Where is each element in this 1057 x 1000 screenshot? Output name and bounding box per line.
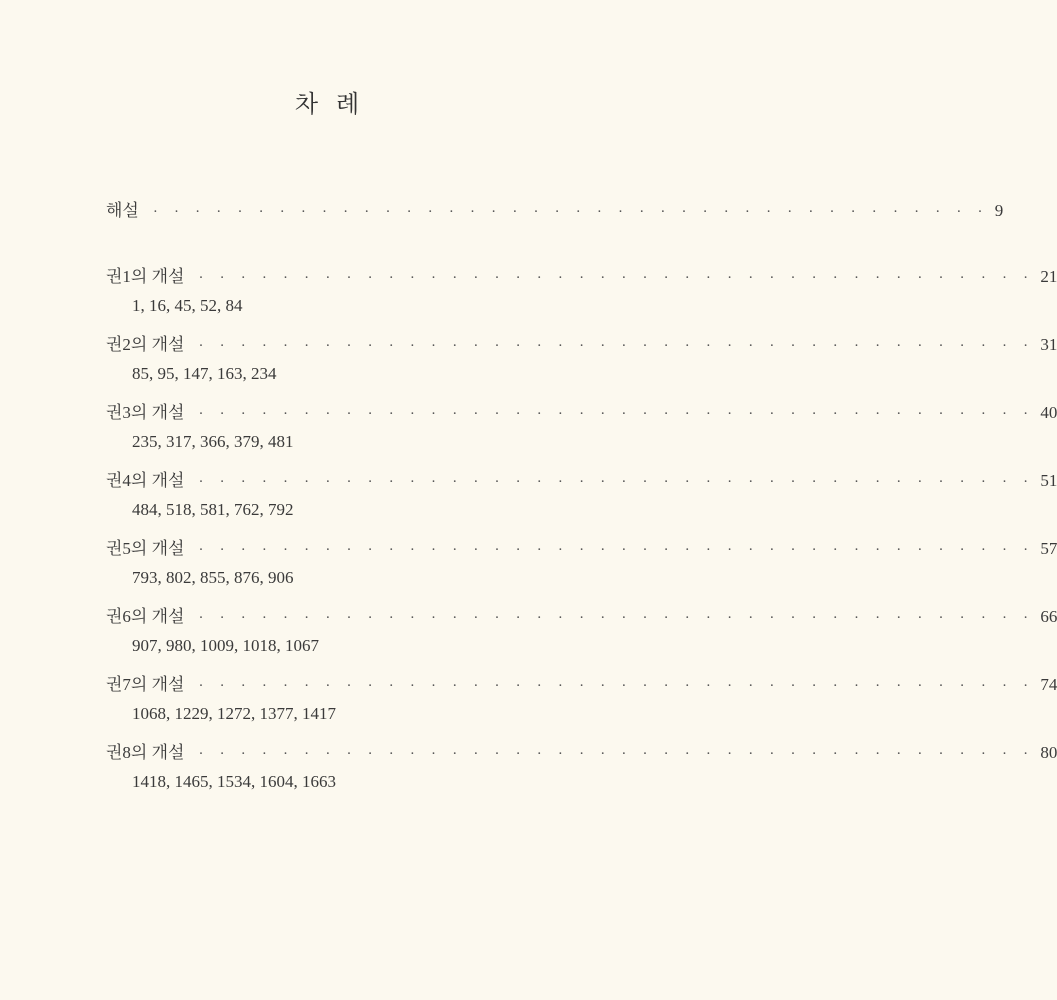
toc-page-number: 66 <box>1040 607 1057 626</box>
toc-poem-numbers-3: 235, 317, 366, 379, 481 <box>132 432 294 451</box>
toc-entry-label: 권4의 개설 <box>106 471 185 490</box>
toc-entry-label: 권8의 개설 <box>106 743 185 762</box>
toc-entry-volume-6[interactable] <box>106 602 1057 627</box>
toc-entry-volume-2[interactable] <box>106 330 1057 355</box>
toc-entry-label: 권6의 개설 <box>106 607 185 626</box>
toc-page-number: 74 <box>1040 675 1057 694</box>
toc-poem-numbers-7: 1068, 1229, 1272, 1377, 1417 <box>132 704 336 723</box>
toc-leader-dots: · · · · · · · · · · · · · · · · · · · · · · · · · · · · · · · · · · · · · · · · <box>198 270 1035 286</box>
toc-entry-volume-7[interactable] <box>106 670 1057 695</box>
toc-entry-volume-5[interactable] <box>106 534 1057 559</box>
toc-leader-dots: · · · · · · · · · · · · · · · · · · · · · · · · · · · · · · · · · · · · · · · · <box>198 406 1035 422</box>
toc-leader-dots: · · · · · · · · · · · · · · · · · · · · · · · · · · · · · · · · · · · · · · · · <box>198 474 1035 490</box>
toc-entry-label: 권1의 개설 <box>106 267 185 286</box>
toc-entry-label: 권5의 개설 <box>106 539 185 558</box>
toc-entry-intro[interactable] <box>106 196 1004 221</box>
toc-page-number: 9 <box>994 201 1004 220</box>
toc-leader-dots: · · · · · · · · · · · · · · · · · · · · · · · · · · · · · · · · · · · · · · · · <box>198 542 1035 558</box>
toc-poem-numbers-1: 1, 16, 45, 52, 84 <box>132 296 243 315</box>
toc-entry-volume-4[interactable] <box>106 466 1057 491</box>
toc-entry-volume-8[interactable] <box>106 738 1057 763</box>
toc-entry-label: 해설 <box>106 201 139 220</box>
toc-page-number: 80 <box>1040 743 1057 762</box>
toc-entry-label: 권7의 개설 <box>106 675 185 694</box>
toc-entry-volume-3[interactable] <box>106 398 1057 423</box>
toc-leader-dots: · · · · · · · · · · · · · · · · · · · · · · · · · · · · · · · · · · · · · · · · <box>198 338 1035 354</box>
toc-page-number: 21 <box>1040 267 1057 286</box>
toc-leader-dots: · · · · · · · · · · · · · · · · · · · · · · · · · · · · · · · · · · · · · · · · <box>198 678 1035 694</box>
toc-leader-dots: · · · · · · · · · · · · · · · · · · · · · · · · · · · · · · · · · · · · · · · · <box>152 204 989 220</box>
toc-page-number: 31 <box>1040 335 1057 354</box>
toc-page-number: 51 <box>1040 471 1057 490</box>
toc-poem-numbers-5: 793, 802, 855, 876, 906 <box>132 568 294 587</box>
toc-page-number: 57 <box>1040 539 1057 558</box>
toc-entry-label: 권3의 개설 <box>106 403 185 422</box>
toc-leader-dots: · · · · · · · · · · · · · · · · · · · · · · · · · · · · · · · · · · · · · · · · <box>198 610 1035 626</box>
toc-poem-numbers-4: 484, 518, 581, 762, 792 <box>132 500 294 519</box>
toc-poem-numbers-8: 1418, 1465, 1534, 1604, 1663 <box>132 772 336 791</box>
toc-entry-volume-1[interactable] <box>106 262 1057 287</box>
page-title: 차 례 <box>294 92 366 118</box>
toc-entry-label: 권2의 개설 <box>106 335 185 354</box>
toc-poem-numbers-6: 907, 980, 1009, 1018, 1067 <box>132 636 319 655</box>
toc-leader-dots: · · · · · · · · · · · · · · · · · · · · · · · · · · · · · · · · · · · · · · · · <box>198 746 1035 762</box>
toc-poem-numbers-2: 85, 95, 147, 163, 234 <box>132 364 277 383</box>
toc-page-number: 40 <box>1040 403 1057 422</box>
